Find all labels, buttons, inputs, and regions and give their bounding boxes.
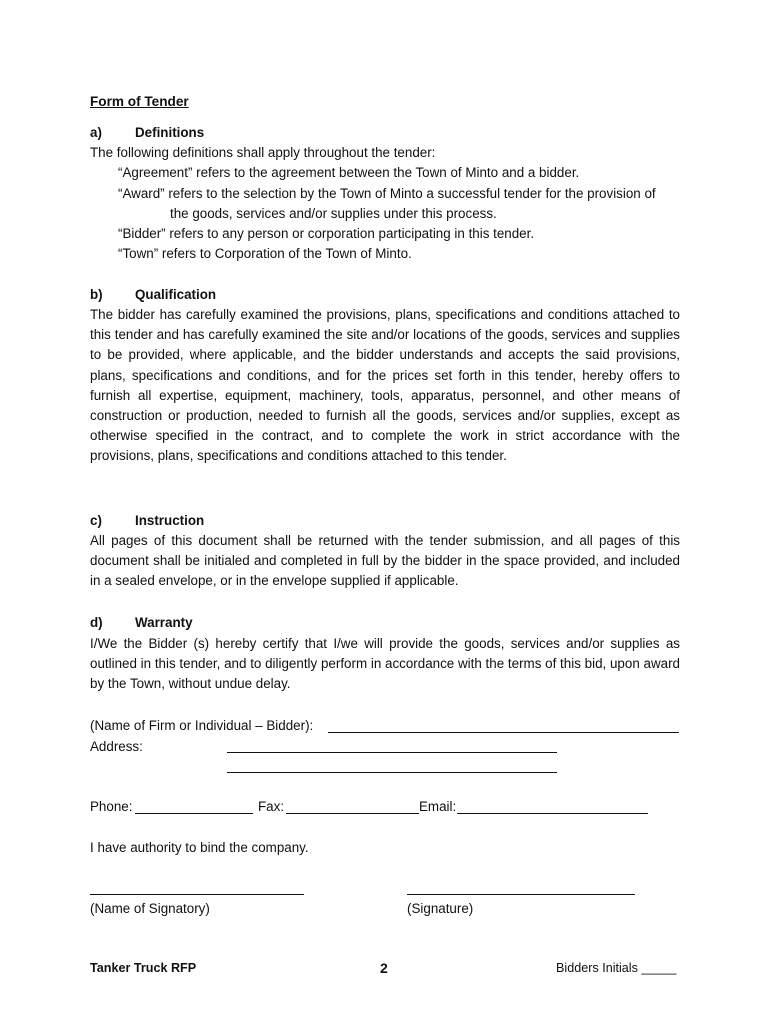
address-label: Address:	[90, 739, 143, 754]
signatory-name-field[interactable]	[90, 894, 304, 895]
section-b-heading: Qualification	[135, 287, 217, 302]
email-field[interactable]	[457, 813, 648, 814]
section-d-letter: d)	[90, 615, 103, 630]
phone-field[interactable]	[135, 813, 253, 814]
email-label: Email:	[419, 799, 457, 814]
definition-item: “Agreement” refers to the agreement between the Town of Minto and a bidder.	[118, 165, 580, 180]
phone-label: Phone:	[90, 799, 133, 814]
section-a-letter: a)	[90, 125, 102, 140]
address-field-line-2[interactable]	[227, 772, 557, 773]
address-field-line-1[interactable]	[227, 752, 557, 753]
signatory-name-label: (Name of Signatory)	[90, 901, 210, 916]
page-number: 2	[380, 960, 388, 976]
definitions-intro: The following definitions shall apply throughout the tender:	[90, 145, 436, 160]
signature-label: (Signature)	[407, 901, 474, 916]
section-c-heading: Instruction	[135, 513, 205, 528]
qualification-paragraph: The bidder has carefully examined the provisions, plans, specifications and conditions attached to this tender and has carefully examined the site and/or locations of the goods, services and supplies to be provided, where applicable, and the bidder understands and accepts the said provisions, plans, specifications and conditions, and for the prices set forth in this tender, hereby offers to furnish all expertise, equipment, machinery, tools, apparatus, personnel, and other means of construction or production, needed to furnish all the goods, services and/or supplies, except as otherwise specified in the contract, and to complete the work in strict accordance with the provisions, plans, specifications and conditions attached to this tender.	[90, 307, 680, 464]
definition-item: “Town” refers to Corporation of the Town of Minto.	[118, 246, 412, 261]
section-b-letter: b)	[90, 287, 103, 302]
footer-document-title: Tanker Truck RFP	[90, 961, 197, 975]
section-a-heading: Definitions	[135, 125, 205, 140]
signature-field[interactable]	[407, 894, 635, 895]
authority-statement: I have authority to bind the company.	[90, 840, 309, 855]
warranty-paragraph: I/We the Bidder (s) hereby certify that I/we will provide the goods, services and/or supplies as outlined in this tender, and to diligently perform in accordance with the terms of this bid, upon award by the Town, without undue delay.	[90, 636, 680, 692]
form-title: Form of Tender	[90, 94, 189, 109]
definition-item: “Bidder” refers to any person or corporation participating in this tender.	[118, 226, 535, 241]
fax-field[interactable]	[286, 813, 419, 814]
bidders-initials: Bidders Initials _____	[556, 961, 677, 975]
definition-item: “Award” refers to the selection by the Town of Minto a successful tender for the provision of	[118, 186, 656, 201]
section-c-letter: c)	[90, 513, 102, 528]
bidder-name-label: (Name of Firm or Individual – Bidder):	[90, 718, 314, 733]
bidder-name-field[interactable]	[328, 732, 679, 733]
fax-label: Fax:	[258, 799, 285, 814]
section-d-heading: Warranty	[135, 615, 193, 630]
definition-item-continuation: the goods, services and/or supplies under this process.	[170, 206, 497, 221]
instruction-paragraph: All pages of this document shall be returned with the tender submission, and all pages of this document shall be initialed and completed in full by the bidder in the space provided, and included in a sealed envelope, or in the envelope supplied if applicable.	[90, 533, 680, 589]
